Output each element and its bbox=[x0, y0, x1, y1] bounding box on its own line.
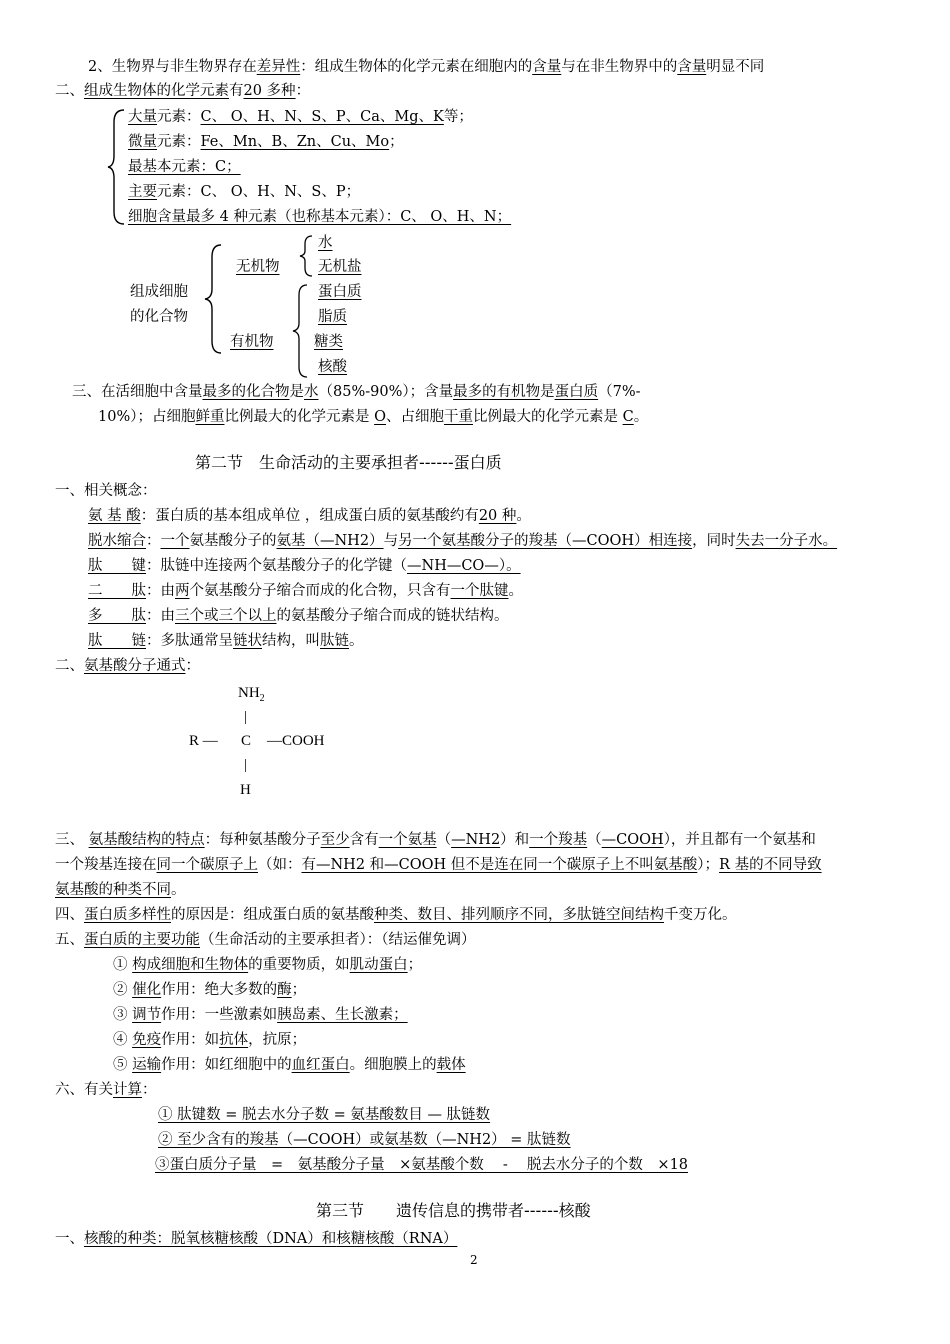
formula-h: H bbox=[240, 782, 251, 798]
concept-dehydration: 脱水缩合：一个氨基酸分子的氨基（—NH2）与另一个氨基酸分子的羧基（—COOH）相连接，同时失去一分子水。 bbox=[88, 533, 838, 549]
item-salt: 无机盐 bbox=[318, 259, 362, 275]
elements-micro: 微量元素：Fe、Mn、B、Zn、Cu、Mo； bbox=[128, 134, 404, 150]
calc-formula-3: ③蛋白质分子量 = 氨基酸分子量 ×氨基酸个数 - 脱去水分子的个数 ×18 bbox=[155, 1157, 689, 1173]
concept-polypeptide: 多 肽：由三个或三个以上的氨基酸分子缩合而成的链状结构。 bbox=[88, 608, 509, 624]
organic-brace bbox=[291, 283, 309, 379]
features-line-2: 一个羧基连接在同一个碳原子上（如：有—NH2 和—COOH 但不是连在同一个碳原子上不叫氨基酸）；R 基的不同导致 bbox=[55, 857, 822, 873]
formula-r-group: R — bbox=[189, 733, 218, 749]
item-water: 水 bbox=[318, 235, 333, 251]
features-line-3: 氨基酸的种类不同。 bbox=[55, 882, 186, 898]
function-immunity: ④ 免疫作用：如抗体，抗原； bbox=[113, 1032, 307, 1048]
item-lipid: 脂质 bbox=[318, 309, 347, 325]
concept-dipeptide: 二 肽：由两个氨基酸分子缩合而成的化合物，只含有一个肽键。 bbox=[88, 583, 523, 599]
line-diversity: 2、生物界与非生物界存在差异性：组成生物体的化学元素在细胞内的含量与在非生物界中的含量明显不同 bbox=[88, 59, 765, 75]
features-line-1: 三、 氨基酸结构的特点：每种氨基酸分子至少含有一个氨基（—NH2）和一个羧基（—COOH），并且都有一个氨基和 bbox=[55, 832, 816, 848]
concept-peptide-bond: 肽 键：肽链中连接两个氨基酸分子的化学键（—NH—CO—）。 bbox=[88, 558, 521, 574]
organic-label: 有机物 bbox=[230, 334, 274, 350]
heading-elements: 二、组成生物体的化学元素有20 多种： bbox=[55, 83, 311, 99]
elements-macro: 大量元素：C、 O、H、N、S、P、Ca、Mg、K等； bbox=[128, 109, 473, 125]
function-structure: ① 构成细胞和生物体的重要物质，如肌动蛋白； bbox=[113, 957, 423, 973]
item-nucleic: 核酸 bbox=[318, 359, 347, 375]
formula-bond-top: | bbox=[244, 709, 248, 725]
concept-peptide-chain: 肽 链：多肽通常呈链状结构，叫肽链。 bbox=[88, 633, 364, 649]
concepts-heading: 一、相关概念： bbox=[55, 483, 157, 499]
inorganic-brace bbox=[298, 234, 314, 278]
elements-top4: 细胞含量最多 4 种元素（也称基本元素）：C、 O、H、N； bbox=[128, 209, 512, 225]
compounds-label: 组成细胞 bbox=[130, 284, 188, 300]
elements-main: 主要元素：C、 O、H、N、S、P； bbox=[128, 184, 361, 200]
inorganic-label: 无机物 bbox=[236, 259, 280, 275]
item-sugar: 糖类 bbox=[314, 334, 343, 350]
concept-amino-acid: 氨 基 酸：蛋白质的基本组成单位 ，组成蛋白质的氨基酸约有20 种。 bbox=[88, 508, 531, 524]
formula-heading: 二、氨基酸分子通式： bbox=[55, 658, 200, 674]
compounds-label-2: 的化合物 bbox=[130, 309, 188, 325]
formula-nh2: $NH_2$ bbox=[238, 685, 265, 704]
formula-bond-bottom: | bbox=[244, 757, 248, 773]
page-number: 2 bbox=[470, 1253, 478, 1267]
elements-brace bbox=[106, 108, 126, 226]
line-content-b: 10%）；占细胞鲜重比例最大的化学元素是 O、占细胞干重比例最大的化学元素是 C。 bbox=[98, 409, 649, 425]
line-content-a: 三、在活细胞中含量最多的化合物是水（85%-90%）；含量最多的有机物是蛋白质（7%- bbox=[72, 384, 641, 400]
calc-heading: 六、有关计算： bbox=[55, 1082, 157, 1098]
function-catalysis: ② 催化作用：绝大多数的酶； bbox=[113, 982, 307, 998]
function-regulation: ③ 调节作用：一些激素如胰岛素、生长激素； bbox=[113, 1007, 408, 1023]
section-3-title: 第三节 遗传信息的携带者------核酸 bbox=[316, 1201, 591, 1220]
functions-heading: 五、蛋白质的主要功能（生命活动的主要承担者）：（结运催免调） bbox=[55, 932, 476, 948]
formula-cooh: —COOH bbox=[267, 733, 325, 749]
item-protein: 蛋白质 bbox=[318, 284, 362, 300]
nucleic-types: 一、核酸的种类：脱氧核糖核酸（DNA）和核糖核酸（RNA） bbox=[55, 1231, 458, 1247]
diversity-line: 四、蛋白质多样性的原因是：组成蛋白质的氨基酸种类、数目、排列顺序不同，多肽链空间结构千变万化。 bbox=[55, 907, 737, 923]
elements-basic: 最基本元素：C； bbox=[128, 159, 241, 175]
function-transport: ⑤ 运输作用：如红细胞中的血红蛋白。细胞膜上的载体 bbox=[113, 1057, 466, 1073]
calc-formula-1: ① 肽键数 = 脱去水分子数 = 氨基酸数目 — 肽链数 bbox=[158, 1107, 491, 1123]
calc-formula-2: ② 至少含有的羧基（—COOH）或氨基数（—NH2） = 肽链数 bbox=[158, 1132, 571, 1148]
compounds-brace bbox=[203, 243, 223, 355]
section-2-title: 第二节 生命活动的主要承担者------蛋白质 bbox=[195, 453, 502, 472]
formula-carbon: C bbox=[241, 733, 252, 749]
